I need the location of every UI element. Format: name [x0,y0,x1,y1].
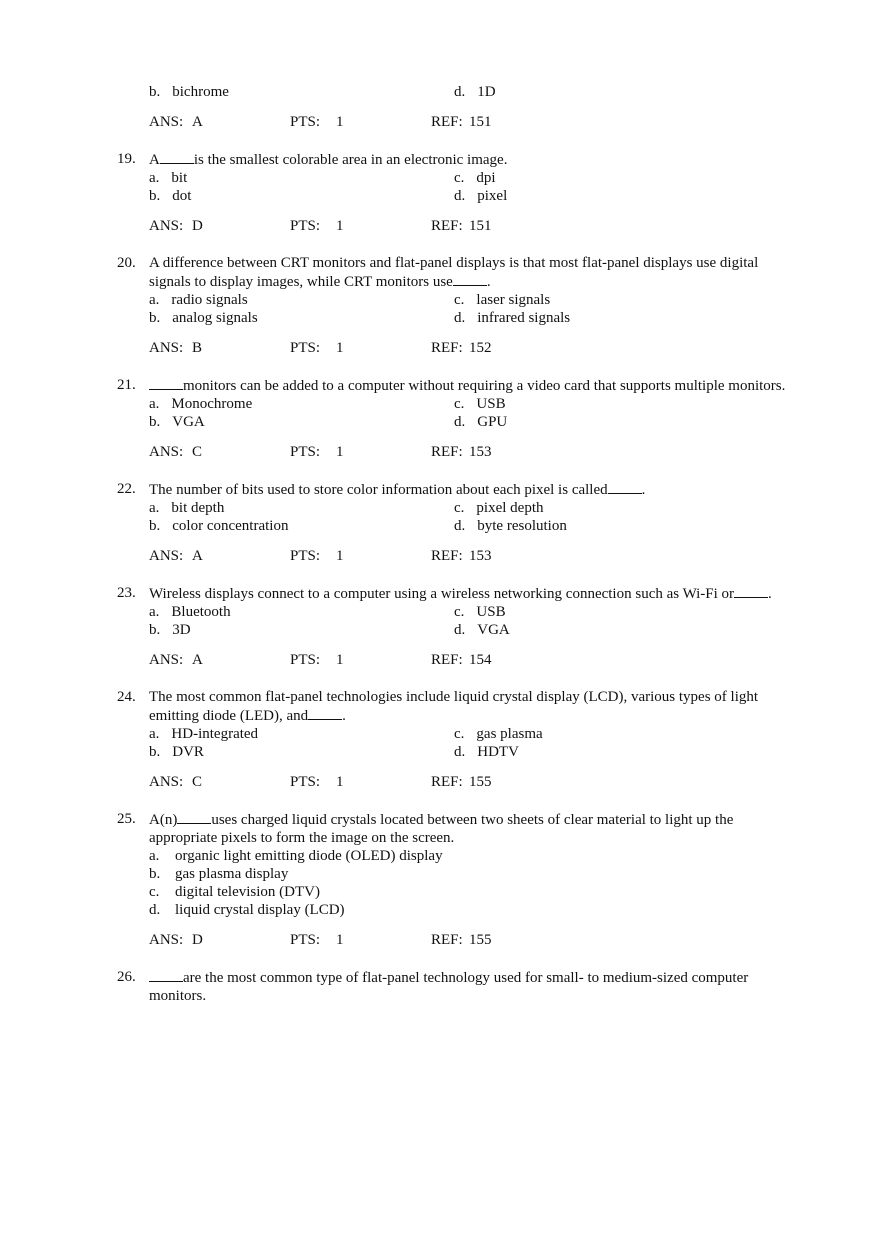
reference-value: 153 [469,444,492,460]
answer-option [454,743,519,761]
test-bank-page [117,83,797,1005]
reference-value: 153 [469,548,492,564]
reference-value: 155 [469,774,492,790]
option-text: USB [476,604,506,620]
answer-line [149,113,797,131]
option-row [117,83,797,101]
option-text: pixel depth [476,500,544,516]
stem-text: . [641,482,646,498]
answer-option [149,413,205,431]
answer-option [454,621,510,639]
option-text: bichrome [172,84,229,100]
question [117,810,797,847]
points-value: 1 [336,932,344,948]
stem-text: are the most common type of flat-panel technology used for small- to medium-sized computer monitors. [149,970,749,1004]
answer-option [454,187,507,205]
ref-label: REF: [431,774,463,790]
ans-label: ANS: [149,652,184,668]
option-text: infrared signals [477,310,571,326]
answer-value: C [192,774,203,790]
question [117,584,797,603]
reference-value: 151 [469,218,492,234]
option-text: USB [476,396,506,412]
answer-option [149,499,224,517]
question-stem [149,584,799,603]
answer-value: A [192,114,203,130]
option-letter: c. [454,726,465,742]
option-letter: c. [454,170,465,186]
option-text: liquid crystal display (LCD) [175,902,345,918]
pts-label: PTS: [290,932,321,948]
answer-option [454,725,543,743]
option-letter: d. [454,744,466,760]
option-letter: c. [454,292,465,308]
answer-blank [149,376,183,390]
answer-option [454,291,550,309]
answer-line [149,547,797,565]
option-row [117,187,797,205]
option-letter: b. [149,622,161,638]
ans-label: ANS: [149,218,184,234]
question-stem [149,688,799,725]
answer-option [454,603,506,621]
option-row [117,169,797,187]
answer-blank [177,810,211,824]
pts-label: PTS: [290,652,321,668]
option-list [149,847,797,919]
option-row [117,499,797,517]
question-number: 23. [117,585,136,601]
answer-option [149,901,797,919]
answer-line [149,217,797,235]
option-letter: a. [149,292,160,308]
reference-value: 154 [469,652,492,668]
ref-label: REF: [431,548,463,564]
option-letter: d. [454,310,466,326]
answer-option [149,517,288,535]
ans-label: ANS: [149,932,184,948]
answer-option [454,517,567,535]
points-value: 1 [336,444,344,460]
question [117,376,797,395]
question-stem [149,810,799,847]
answer-value: B [192,340,203,356]
question-stem [149,376,799,395]
option-letter: b. [149,188,161,204]
ref-label: REF: [431,652,463,668]
stem-text: The most common flat-panel technologies include liquid crystal display (LCD), various types of light emitting diode (LED), and [149,689,759,724]
option-text: VGA [172,414,205,430]
option-letter: d. [149,902,161,918]
question [117,480,797,499]
option-text: byte resolution [477,518,567,534]
answer-blank [608,480,642,494]
option-text: gas plasma [476,726,543,742]
answer-blank [308,706,342,720]
question-number: 22. [117,481,136,497]
option-letter: b. [149,744,161,760]
ref-label: REF: [431,340,463,356]
option-text: 3D [172,622,191,638]
option-text: laser signals [476,292,551,308]
question-number: 25. [117,811,136,827]
answer-line [149,339,797,357]
answer-blank [734,584,768,598]
stem-text: is the smallest colorable area in an electronic image. [193,152,508,168]
option-letter: b. [149,518,161,534]
option-text: Bluetooth [171,604,231,620]
pts-label: PTS: [290,218,321,234]
answer-option [149,395,252,413]
answer-option [149,309,258,327]
stem-text: Wireless displays connect to a computer using a wireless networking connection such as Wi-Fi or [149,586,735,602]
points-value: 1 [336,340,344,356]
reference-value: 155 [469,932,492,948]
pts-label: PTS: [290,444,321,460]
question-stem [149,254,799,291]
ref-label: REF: [431,218,463,234]
answer-option [149,83,229,101]
answer-value: C [192,444,203,460]
answer-option [454,83,496,101]
option-text: bit [171,170,188,186]
answer-value: D [192,218,203,234]
option-row [117,603,797,621]
option-text: radio signals [171,292,248,308]
reference-value: 152 [469,340,492,356]
stem-text: A difference between CRT monitors and flat-panel displays is that most flat-panel displays use digital signals to display images, while CRT monitors use [149,255,759,290]
question-stem [149,968,799,1005]
answer-line [149,931,797,949]
option-row [117,413,797,431]
question-number: 24. [117,689,136,705]
option-letter: a. [149,604,160,620]
points-value: 1 [336,548,344,564]
option-letter: b. [149,866,161,882]
answer-value: A [192,548,203,564]
answer-value: D [192,932,203,948]
question [117,968,797,1005]
option-text: digital television (DTV) [175,884,320,900]
option-letter: a. [149,500,160,516]
option-text: Monochrome [171,396,253,412]
answer-value: A [192,652,203,668]
ans-label: ANS: [149,114,184,130]
answer-option [149,291,248,309]
option-letter: d. [454,84,466,100]
answer-line [149,651,797,669]
ans-label: ANS: [149,774,184,790]
option-text: VGA [477,622,510,638]
question [117,688,797,725]
answer-option [454,169,496,187]
ans-label: ANS: [149,340,184,356]
option-text: bit depth [171,500,225,516]
points-value: 1 [336,774,344,790]
option-text: 1D [477,84,496,100]
option-letter: d. [454,518,466,534]
option-text: organic light emitting diode (OLED) display [175,848,443,864]
answer-option [149,621,191,639]
answer-option [454,413,507,431]
option-text: gas plasma display [175,866,289,882]
stem-text: . [342,708,346,724]
question-stem [149,150,799,169]
option-row [117,517,797,535]
answer-option [149,743,204,761]
option-text: dpi [476,170,496,186]
option-text: DVR [172,744,204,760]
ref-label: REF: [431,444,463,460]
option-letter: b. [149,84,161,100]
stem-text: The number of bits used to store color information about each pixel is called [149,482,608,498]
answer-blank [453,272,487,286]
reference-value: 151 [469,114,492,130]
option-letter: d. [454,622,466,638]
answer-option [149,187,191,205]
option-text: pixel [477,188,508,204]
option-text: GPU [477,414,508,430]
answer-option [149,603,231,621]
ref-label: REF: [431,932,463,948]
option-letter: a. [149,396,160,412]
question [117,254,797,291]
pts-label: PTS: [290,114,321,130]
pts-label: PTS: [290,548,321,564]
option-text: HDTV [477,744,519,760]
answer-blank [149,968,183,982]
pts-label: PTS: [290,340,321,356]
option-row [117,621,797,639]
option-text: analog signals [172,310,258,326]
ans-label: ANS: [149,444,184,460]
stem-text: . [768,586,772,602]
points-value: 1 [336,114,344,130]
answer-option [149,169,187,187]
question-number: 19. [117,151,136,167]
option-letter: a. [149,726,160,742]
option-letter: c. [454,396,465,412]
option-letter: c. [149,884,160,900]
option-letter: c. [454,500,465,516]
option-text: dot [172,188,192,204]
answer-line [149,443,797,461]
stem-text: monitors can be added to a computer without requiring a video card that supports multiple monitors. [183,378,786,394]
pts-label: PTS: [290,774,321,790]
option-letter: c. [454,604,465,620]
points-value: 1 [336,652,344,668]
answer-option [149,865,797,883]
answer-option [149,847,797,865]
question-number: 20. [117,255,136,271]
option-letter: a. [149,848,160,864]
question-stem [149,480,799,499]
option-row [117,309,797,327]
option-letter: b. [149,310,161,326]
option-letter: d. [454,414,466,430]
question [117,150,797,169]
option-row [117,725,797,743]
question-number: 21. [117,377,136,393]
answer-option [149,883,797,901]
option-letter: a. [149,170,160,186]
stem-text: A(n) [149,812,178,828]
ref-label: REF: [431,114,463,130]
stem-text: uses charged liquid crystals located between two sheets of clear material to light up the appropriate pixels to form the image on the screen. [149,812,734,846]
answer-option [454,309,570,327]
option-text: color concentration [172,518,289,534]
answer-option [454,395,506,413]
option-letter: b. [149,414,161,430]
option-text: HD-integrated [171,726,259,742]
answer-line [149,773,797,791]
option-row [117,291,797,309]
ans-label: ANS: [149,548,184,564]
answer-option [149,725,258,743]
stem-text: . [486,274,491,290]
question-number: 26. [117,969,136,985]
answer-blank [160,150,194,164]
points-value: 1 [336,218,344,234]
option-letter: d. [454,188,466,204]
answer-option [454,499,544,517]
stem-text: A [149,152,160,168]
option-row [117,395,797,413]
option-row [117,743,797,761]
